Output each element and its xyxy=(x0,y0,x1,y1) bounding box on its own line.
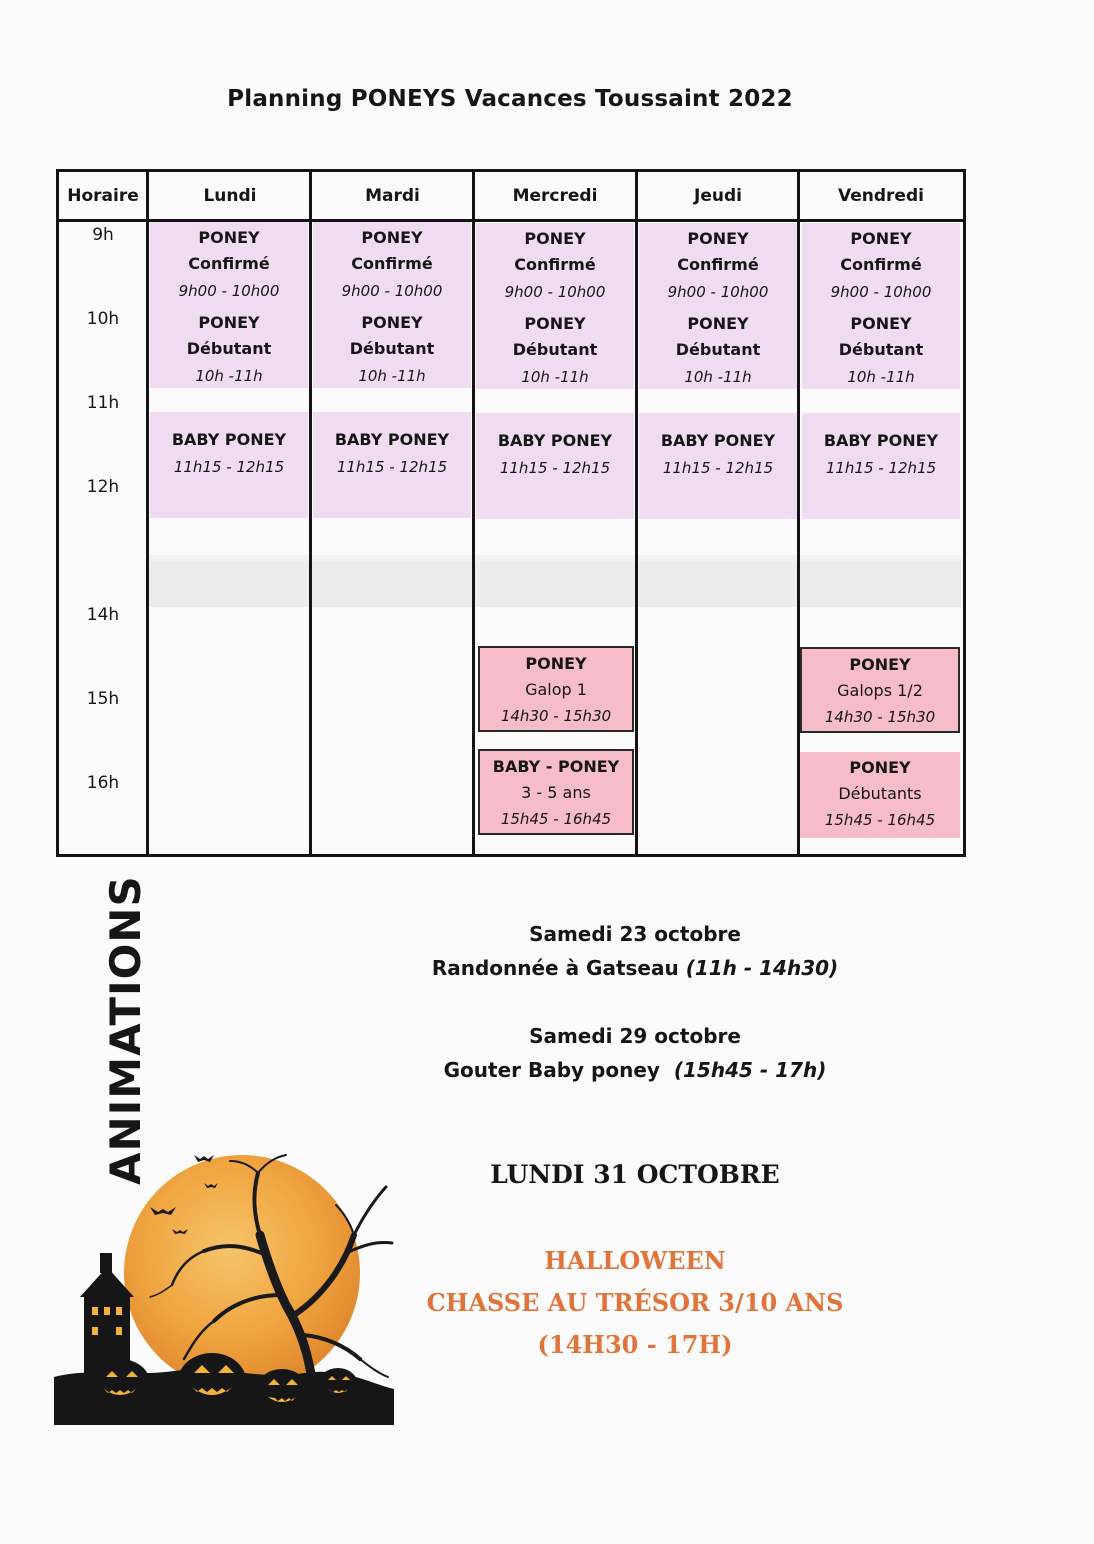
event1-desc: Randonnée à Gatseau xyxy=(431,956,679,980)
baby-name: BABY PONEY xyxy=(823,431,939,450)
confirme-time: 9h00 - 10h00 xyxy=(341,282,443,300)
halloween-time: (14H30 - 17H) xyxy=(537,1330,733,1359)
moon-icon xyxy=(124,1155,360,1391)
event1-date: Samedi 23 octobre xyxy=(529,922,741,946)
confirme-time: 9h00 - 10h00 xyxy=(667,283,769,301)
block-name: PONEY xyxy=(525,654,587,673)
debutant-time: 10h -11h xyxy=(521,368,589,386)
header-jeudi: Jeudi xyxy=(694,186,742,206)
hour-15h: 15h xyxy=(86,689,120,709)
header-vendredi: Vendredi xyxy=(838,186,924,206)
debutant-name: PONEY xyxy=(361,313,423,332)
header-mardi: Mardi xyxy=(365,186,420,206)
confirme-name: PONEY xyxy=(198,228,260,247)
block-time: 15h45 - 16h45 xyxy=(824,811,936,829)
baby-name: BABY PONEY xyxy=(660,431,776,450)
debutant-level: Débutant xyxy=(186,339,272,358)
page-title: Planning PONEYS Vacances Toussaint 2022 xyxy=(227,86,793,112)
header-divider xyxy=(56,219,964,222)
debutant-level: Débutant xyxy=(675,340,761,359)
halloween-illustration xyxy=(54,1145,394,1425)
hour-10h: 10h xyxy=(86,309,120,329)
col-divider xyxy=(146,169,149,855)
col-divider xyxy=(635,169,638,855)
col-divider xyxy=(797,169,800,855)
confirme-time: 9h00 - 10h00 xyxy=(830,283,932,301)
block-time: 14h30 - 15h30 xyxy=(824,708,936,726)
baby-name: BABY PONEY xyxy=(334,430,450,449)
hour-16h: 16h xyxy=(86,773,120,793)
baby-name: BABY PONEY xyxy=(171,430,287,449)
event2-time: (15h45 - 17h) xyxy=(673,1058,827,1082)
confirme-level: Confirmé xyxy=(514,255,596,274)
confirme-level: Confirmé xyxy=(351,254,433,273)
halloween-title: HALLOWEEN xyxy=(544,1246,726,1275)
baby-name: BABY PONEY xyxy=(497,431,613,450)
debutant-time: 10h -11h xyxy=(847,368,915,386)
hour-11h: 11h xyxy=(86,393,120,413)
debutant-level: Débutant xyxy=(512,340,598,359)
block-time: 15h45 - 16h45 xyxy=(500,810,612,828)
block-level: 3 - 5 ans xyxy=(521,783,591,802)
header-horaire: Horaire xyxy=(67,186,139,206)
schedule-table xyxy=(56,169,964,855)
block-name: PONEY xyxy=(849,758,911,777)
confirme-name: PONEY xyxy=(361,228,423,247)
baby-time: 11h15 - 12h15 xyxy=(662,459,774,477)
debutant-time: 10h -11h xyxy=(684,368,752,386)
confirme-name: PONEY xyxy=(687,229,749,248)
block-level: Débutants xyxy=(838,784,922,803)
confirme-level: Confirmé xyxy=(677,255,759,274)
block-level: Galops 1/2 xyxy=(837,681,923,700)
hour-12h: 12h xyxy=(86,477,120,497)
baby-time: 11h15 - 12h15 xyxy=(173,458,285,476)
debutant-level: Débutant xyxy=(838,340,924,359)
debutant-name: PONEY xyxy=(850,314,912,333)
header-mercredi: Mercredi xyxy=(512,186,598,206)
confirme-time: 9h00 - 10h00 xyxy=(178,282,280,300)
halloween-subtitle: CHASSE AU TRÉSOR 3/10 ANS xyxy=(426,1288,844,1317)
debutant-time: 10h -11h xyxy=(358,367,426,385)
pumpkin-icon xyxy=(256,1369,308,1413)
event2-date: Samedi 29 octobre xyxy=(529,1024,741,1048)
confirme-name: PONEY xyxy=(850,229,912,248)
confirme-level: Confirmé xyxy=(840,255,922,274)
animations-label: ANIMATIONS xyxy=(101,875,150,1185)
block-name: PONEY xyxy=(849,655,911,674)
confirme-level: Confirmé xyxy=(188,254,270,273)
event2-line xyxy=(380,1058,890,1082)
block-name: BABY - PONEY xyxy=(492,757,620,776)
col-divider xyxy=(472,169,475,855)
baby-time: 11h15 - 12h15 xyxy=(825,459,937,477)
debutant-name: PONEY xyxy=(198,313,260,332)
pumpkin-icon xyxy=(90,1359,150,1407)
block-time: 14h30 - 15h30 xyxy=(500,707,612,725)
event1-line xyxy=(380,956,890,980)
debutant-name: PONEY xyxy=(524,314,586,333)
confirme-name: PONEY xyxy=(524,229,586,248)
hour-14h: 14h xyxy=(86,605,120,625)
confirme-time: 9h00 - 10h00 xyxy=(504,283,606,301)
hour-9h: 9h xyxy=(92,225,114,245)
debutant-level: Débutant xyxy=(349,339,435,358)
baby-time: 11h15 - 12h15 xyxy=(499,459,611,477)
baby-time: 11h15 - 12h15 xyxy=(336,458,448,476)
block-level: Galop 1 xyxy=(525,680,587,699)
debutant-time: 10h -11h xyxy=(195,367,263,385)
halloween-date: LUNDI 31 OCTOBRE xyxy=(490,1160,780,1189)
event1-time: (11h - 14h30) xyxy=(685,956,839,980)
event2-desc: Gouter Baby poney xyxy=(443,1058,660,1082)
debutant-name: PONEY xyxy=(687,314,749,333)
header-lundi: Lundi xyxy=(203,186,257,206)
pumpkin-icon xyxy=(318,1368,358,1402)
pumpkin-icon xyxy=(178,1353,246,1409)
col-divider xyxy=(309,169,312,855)
table-border xyxy=(56,169,966,857)
